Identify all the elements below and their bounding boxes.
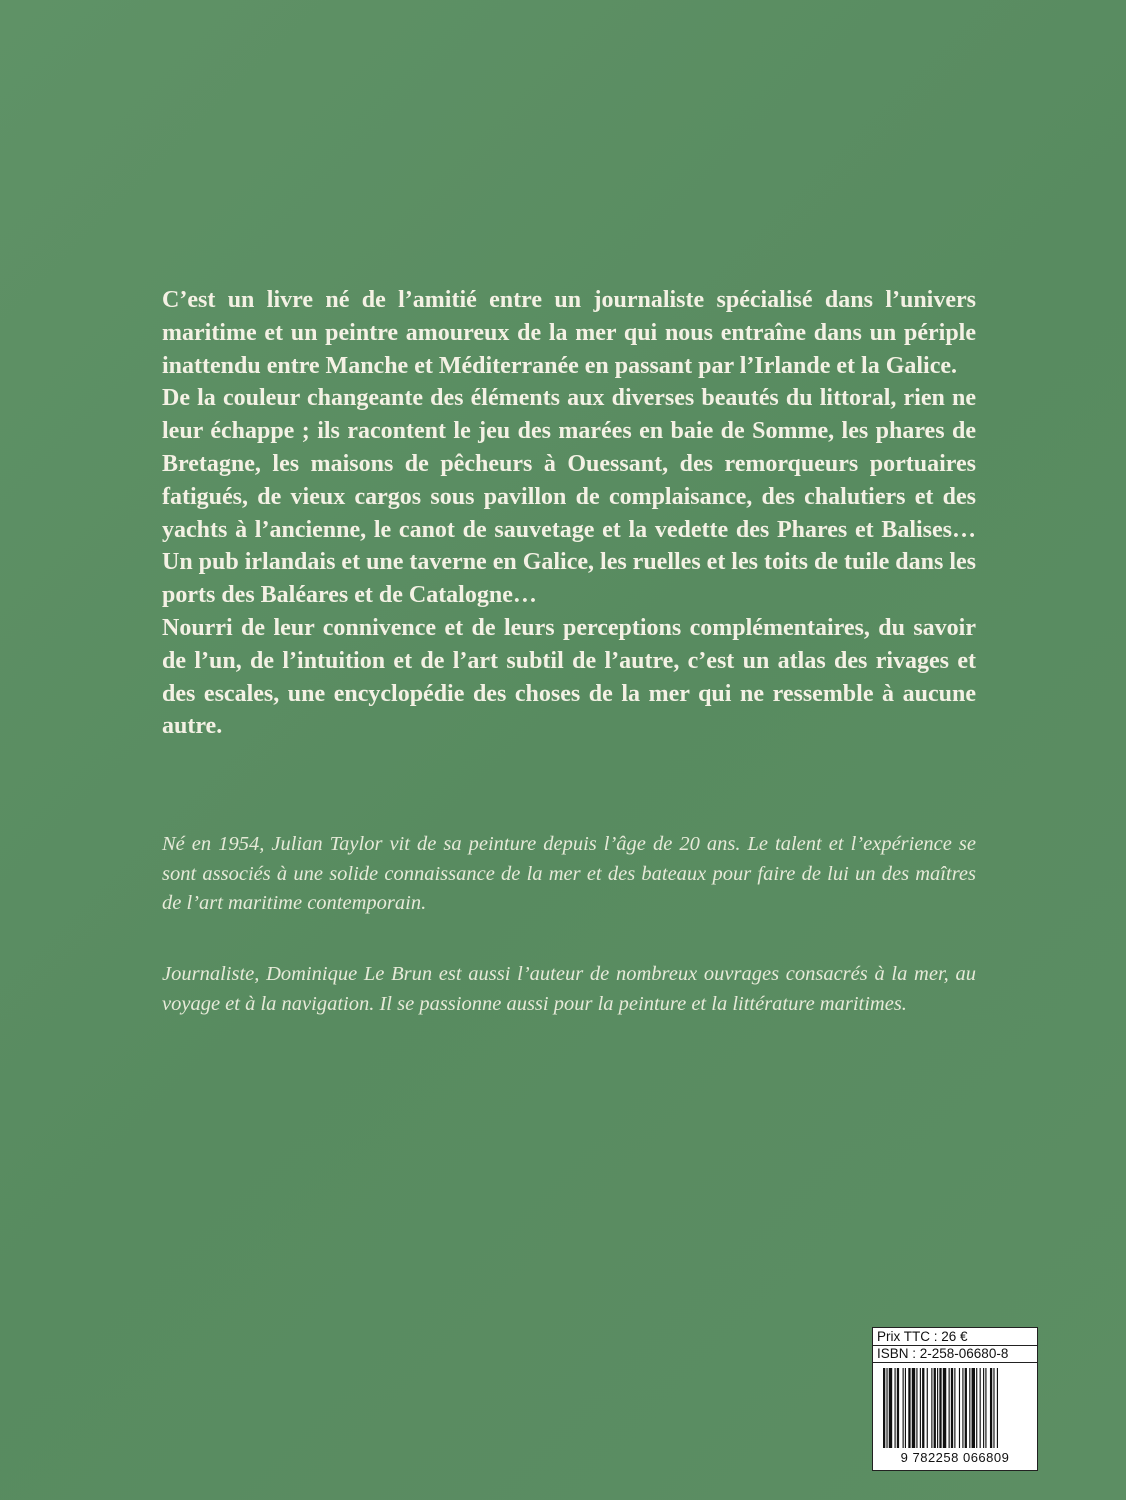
barcode-bar <box>934 1368 936 1448</box>
barcode-bar <box>920 1368 921 1448</box>
blurb-paragraph-3: Nourri de leur connivence et de leurs perceptions complémentaires, du savoir de l’un, de l’intuition et de l’art subtil de l’autre, c’est un atlas des rivages et des escales, une encyclopédie des choses de la mer qui ne ressemble à aucune autre. <box>162 614 976 740</box>
barcode-bar <box>883 1368 885 1448</box>
barcode-bar <box>908 1368 910 1448</box>
barcode-bar <box>916 1368 917 1448</box>
barcode-bar <box>943 1368 946 1448</box>
barcode-bar <box>903 1368 904 1448</box>
barcode-bar <box>951 1368 953 1448</box>
barcode-bar <box>905 1368 906 1448</box>
barcode-bar <box>993 1368 994 1448</box>
barcode-bar <box>886 1368 887 1448</box>
blurb-text <box>162 284 976 743</box>
barcode-bar <box>985 1368 986 1448</box>
barcode-bar <box>912 1368 915 1448</box>
painter-bio: Né en 1954, Julian Taylor vit de sa peinture depuis l’âge de 20 ans. Le talent et l’expérience se sont associés à une solide connaissance de la mer et des bateaux pour faire de lui un des maîtres de l’art maritime contemporain. <box>162 833 976 914</box>
barcode-bar <box>895 1368 896 1448</box>
barcode-bar <box>997 1368 998 1448</box>
barcode-bar <box>927 1368 928 1448</box>
blurb-paragraph-2: De la couleur changeante des éléments aux diverses beautés du littoral, rien ne leur échappe ; ils racontent le jeu des marées en baie de Somme, les phares de Bretagne, les maisons de pêcheurs à Ouessant, des remorqueurs portuaires fatigués, de vieux cargos sous pavillon de complaisance, des chalutiers et des yachts à l’ancienne, le canot de sauvetage et la vedette des Phares et Balises… Un pub irlandais et une taverne en Galice, les ruelles et les toits de tuile dans les ports des Baléares et de Catalogne… <box>162 385 976 609</box>
barcode-bar <box>937 1368 938 1448</box>
barcode-bar <box>962 1368 963 1448</box>
price-label: Prix TTC : 26 € <box>877 1329 968 1344</box>
barcode-bar <box>976 1368 977 1448</box>
barcode-bar <box>939 1368 941 1448</box>
barcode-icon <box>883 1368 1029 1448</box>
barcode-bar <box>980 1368 981 1448</box>
barcode-bar <box>897 1368 899 1448</box>
ean-number: 9 782258 066809 <box>900 1450 1010 1465</box>
barcode-bar <box>990 1368 992 1448</box>
barcode-bar <box>969 1368 970 1448</box>
barcode-bar <box>959 1368 960 1448</box>
barcode-bar <box>889 1368 892 1448</box>
barcode-bar <box>954 1368 955 1448</box>
divider <box>873 1362 1037 1363</box>
isbn-label: ISBN : 2-258-06680-8 <box>877 1346 1009 1361</box>
barcode-panel <box>872 1327 1038 1471</box>
barcode-bar <box>983 1368 984 1448</box>
journalist-bio: Journaliste, Dominique Le Brun est aussi l’auteur de nombreux ouvrages consacrés à la mer, au voyage et à la navigation. Il se passionne aussi pour la peinture et la littérature maritimes. <box>162 963 976 1015</box>
barcode-bar <box>965 1368 967 1448</box>
barcode-bar <box>931 1368 932 1448</box>
blurb-paragraph-1: C’est un livre né de l’amitié entre un journaliste spécialisé dans l’univers maritime et un peintre amoureux de la mer qui nous entraîne dans un périple inattendu entre Manche et Méditerranée en passant par l’Irlande et la Galice. <box>162 287 976 379</box>
barcode-bar <box>949 1368 950 1448</box>
barcode-bar <box>972 1368 975 1448</box>
barcode-bar <box>922 1368 924 1448</box>
